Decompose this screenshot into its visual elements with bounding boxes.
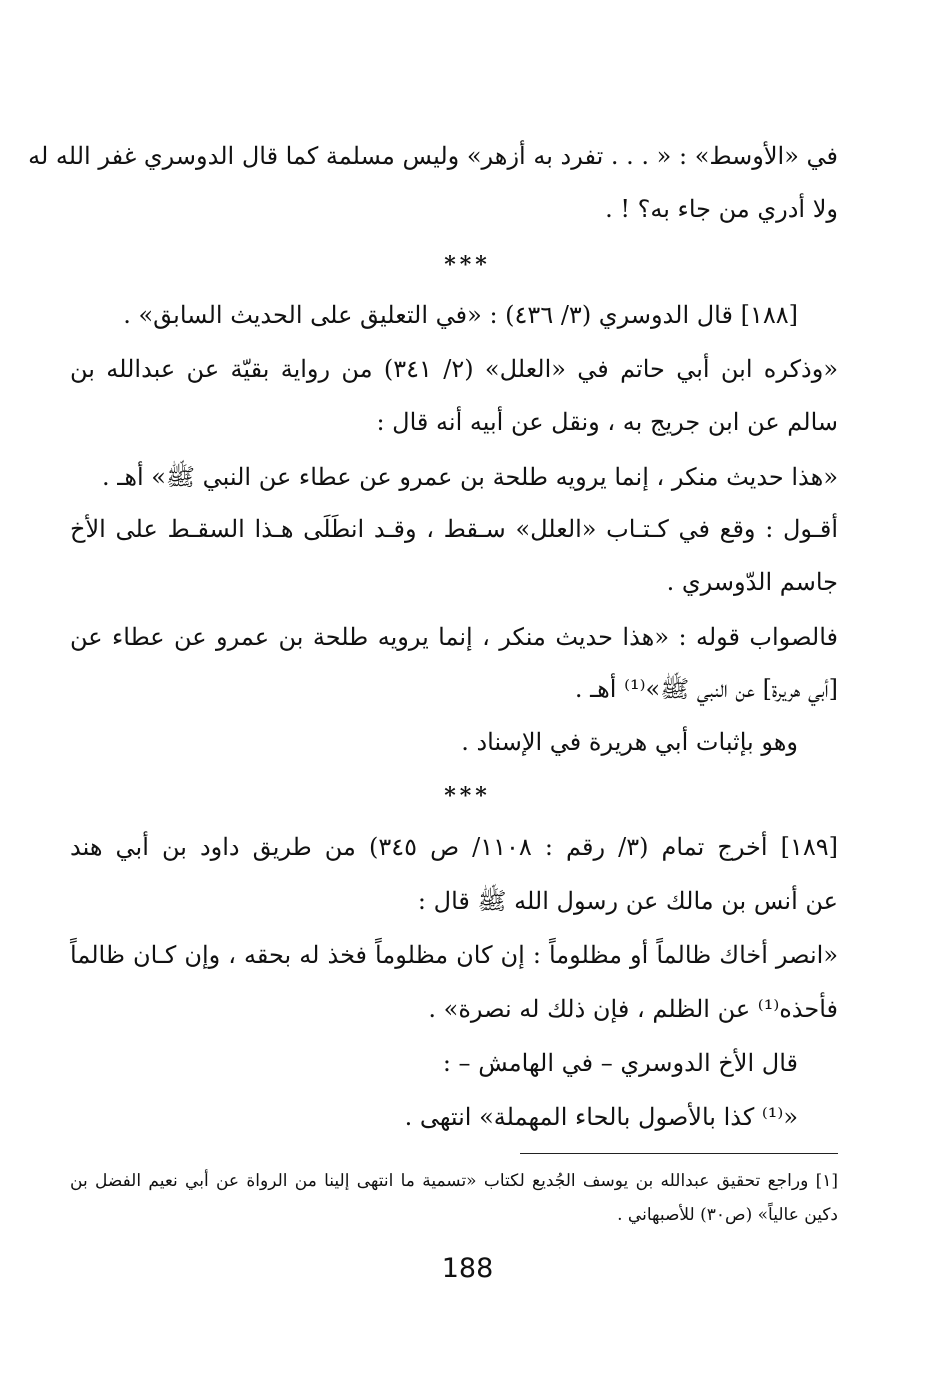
entry-heading-188: [١٨٨] قال الدوسري (٣/ ٤٣٦) : «في التعليق على الحديث السابق» . <box>123 301 798 329</box>
footnote-line: دكين عالياً» (ص٣٠) للأصبهاني . <box>617 1205 838 1225</box>
text-line: «⁽¹⁾ كذا بالأصول بالحاء المهملة» انتهى . <box>404 1103 798 1131</box>
text-line: في «الأوسط» : « . . . تفرد به أزهر» وليس مسلمة كما قال الدوسري غفر الله له <box>28 142 838 170</box>
section-separator: *** <box>444 252 491 278</box>
text-line: وهو بإثبات أبي هريرة في الإسناد . <box>461 728 798 756</box>
text-line: سالم عن ابن جريج به ، ونقل عن أبيه أنه قال : <box>376 408 838 436</box>
page-number: 188 <box>441 1253 494 1284</box>
section-separator: *** <box>444 783 491 809</box>
text-line: قال الأخ الدوسري – في الهامش – : <box>442 1049 798 1077</box>
quote-line: فأحذه⁽¹⁾ عن الظلم ، فإن ذلك له نصرة» . <box>428 995 838 1023</box>
text-line: [أبي هريرة] عن النبي ﷺ»⁽¹⁾ أهـ . <box>574 675 838 703</box>
footnote-line: [١] وراجع تحقيق عبدالله بن يوسف الجُديع لكتاب «تسمية ما انتهى إلينا من الرواة عن أبي نعيم الفضل بن <box>70 1171 838 1191</box>
entry-heading-189: [١٨٩] أخرج تمام (٣/ رقم : ١١٠٨/ ص ٣٤٥) من طريق داود بن أبي هند <box>70 833 839 861</box>
quote-line: «هذا حديث منكر ، إنما يرويه طلحة بن عمرو عن عطاء عن النبي ﷺ» أهـ . <box>102 463 838 491</box>
text-line: عن أنس بن مالك عن رسول الله ﷺ قال : <box>417 887 838 915</box>
quote-line: «انصر أخاك ظالماً أو مظلوماً : إن كان مظلوماً فخذ له بحقه ، وإن كـان ظالماً <box>70 941 839 969</box>
footnote-divider <box>520 1153 838 1154</box>
text-line: جاسم الدّوسري . <box>666 568 838 596</box>
text-line: ولا أدري من جاء به؟ ! . <box>605 195 838 223</box>
text-line: أقـول : وقع في كـتـاب «العلل» سـقط ، وقـد انطَلَى هـذا السقـط على الأخ <box>70 515 838 543</box>
text-line: «وذكره ابن أبي حاتم في «العلل» (٢/ ٣٤١) من رواية بقيّة عن عبدالله بن <box>70 355 839 383</box>
text-line: فالصواب قوله : «هذا حديث منكر ، إنما يرويه طلحة بن عمرو عن عطاء عن <box>70 623 838 651</box>
